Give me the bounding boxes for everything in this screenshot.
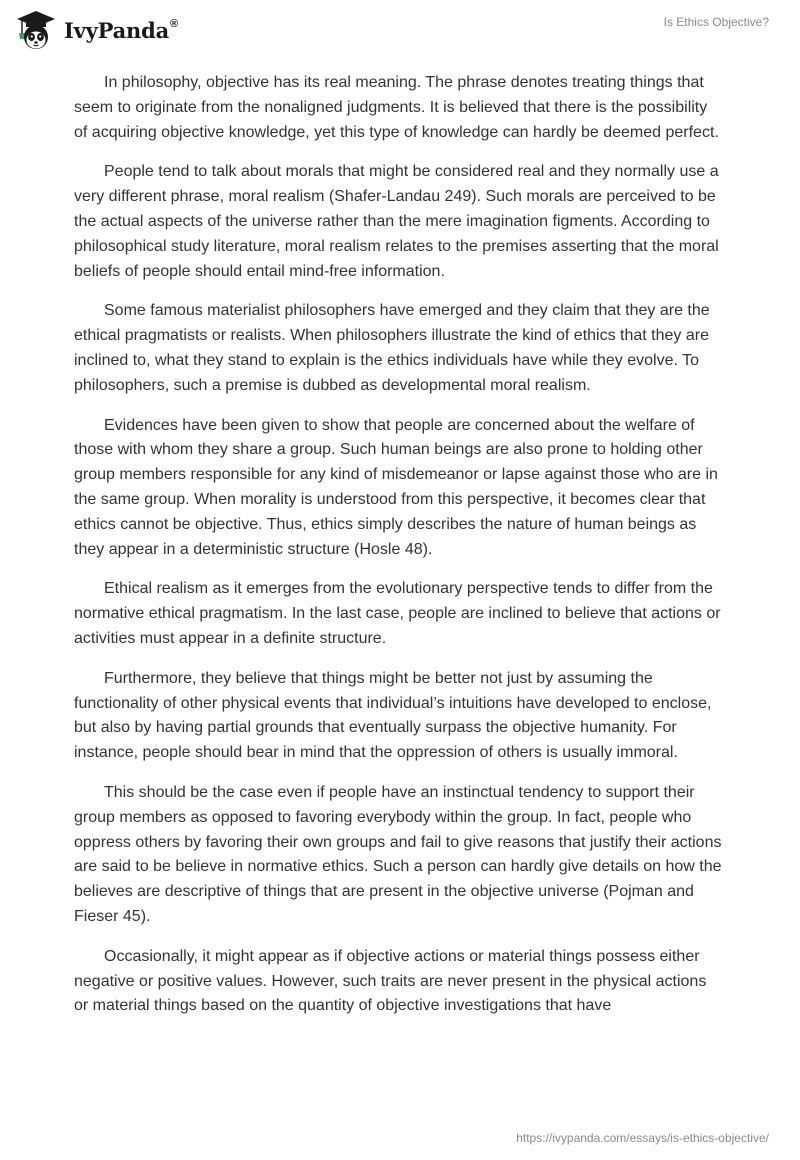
essay-body <box>74 71 724 1034</box>
paragraph: People tend to talk about morals that might be considered real and they normally use a very different phrase, moral realism (Shafer-Landau 249). Such morals are perceived to be the actual aspects of the universe rather than the mere imagination figments. According to philosophical study literature, moral realism relates to the premises asserting that the moral beliefs of people should entail mind-free information. <box>74 163 719 280</box>
brand-text: IvyPanda <box>64 17 170 43</box>
paragraph: Evidences have been given to show that people are concerned about the welfare of those with whom they share a group. Such human beings are also prone to holding other group members responsible for any kind of misdemeanor or lapse against those who are in the same group. When morality is understood from this perspective, it becomes clear that ethics cannot be objective. Thus, ethics simply describes the nature of human beings as they appear in a deterministic structure (Hosle 48). <box>74 416 718 558</box>
ivypanda-logo[interactable] <box>14 9 178 53</box>
paragraph: This should be the case even if people have an instinctual tendency to support their group members as opposed to favoring everybody within the group. In fact, people who oppress others by favoring their own groups and fail to give reasons that justify their actions are said to be believe in normative ethics. Such a person can hardly give details on how the believes are descriptive of things that are present in the objective universe (Pojman and Fieser 45). <box>74 783 722 925</box>
paragraph: Occasionally, it might appear as if objective actions or material things possess either negative or positive values. However, such traits are never present in the physical actions or material things based on the quantity of objective investigations that have <box>74 947 707 1015</box>
page-header <box>0 0 800 60</box>
panda-graduate-icon <box>14 9 58 53</box>
paragraph: Ethical realism as it emerges from the evolutionary perspective tends to differ from the normative ethical pragmatism. In the last case, people are inclined to believe that actions or activities must appear in a definite structure. <box>74 580 721 647</box>
paragraph: Furthermore, they believe that things might be better not just by assuming the functionality of other physical events that individual’s intuitions have developed to enclose, but also by having partial grounds that eventually surpass the objective humanity. For instance, people should bear in mind that the oppression of others is usually immoral. <box>74 669 712 762</box>
trademark-symbol: ® <box>170 17 178 30</box>
page-title: Is Ethics Objective? <box>663 15 769 29</box>
source-url[interactable]: https://ivypanda.com/essays/is-ethics-objective/ <box>516 1131 769 1145</box>
paragraph: Some famous materialist philosophers have emerged and they claim that they are the ethical pragmatists or realists. When philosophers illustrate the kind of ethics that they are inclined to, what they stand to explain is the ethics individuals have while they evolve. To philosophers, such a premise is dubbed as developmental moral realism. <box>74 302 710 394</box>
brand-name <box>64 18 178 43</box>
paragraph: In philosophy, objective has its real meaning. The phrase denotes treating things that seem to originate from the nonaligned judgments. It is believed that there is the possibility of acquiring objective knowledge, yet this type of knowledge can hardly be deemed perfect. <box>74 74 719 141</box>
